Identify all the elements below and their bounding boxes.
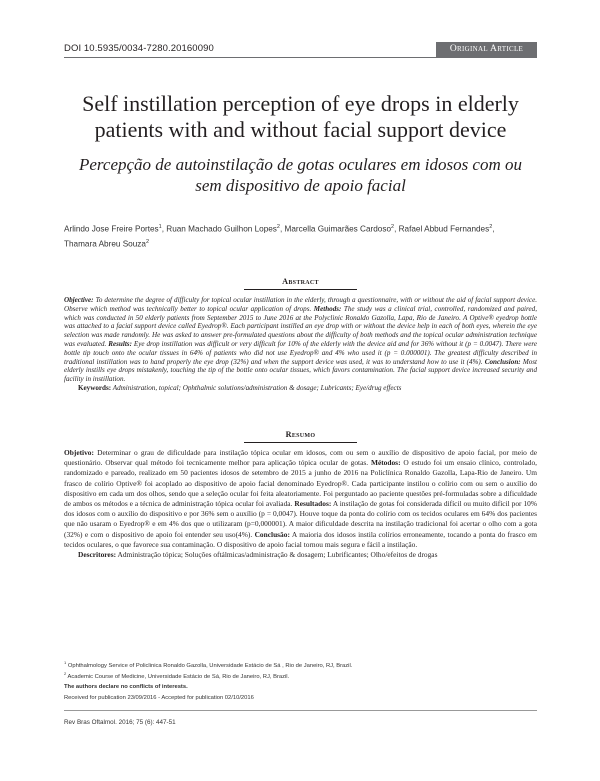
resumo-heading-rule [244,442,357,443]
keywords-label: Keywords: [78,383,112,392]
resumo-conclusao: A maioria dos idosos instila colírios erroneamente, tocando a ponta do frasco em tecidos oculares, o que favorece sua contaminação. O dispositivo de apoio facial tornou mais segura e fácil a instilação. [64,529,537,549]
abstract-results: Eye drop instillation was difficult or very difficult for 10% of the elderly with the device aid and for 36% without it (p = 0.0047). There were bottle tip touch onto the ocular tissues in 64% of patients who did not use Eyedrop® and 4% who used it (p = 0.000001). The greatest difficulty described in traditional instillation was to hand properly the eye drop (32%) and when the support device was used, it was to understand how to use it (4%). [64,339,537,366]
article-title: Self instillation perception of eye drops in elderly patients with and without facial support device [82,91,519,142]
descritores-label: Descritores: [78,550,117,560]
footnote-text: Ophthalmology Service of Policlinica Ronaldo Gazolla, Universidade Estácio de Sá , Rio de Janeiro, RJ, Brazil. [67,662,353,669]
descritores: Administração tópica; Soluções oftálmicas/administração & dosagem; Lubrificantes; Olho/efeitos de drogas [117,550,438,560]
resumo-descritores-line [78,550,437,559]
header-rule [64,57,537,58]
author-affiliation: 2 [276,224,280,230]
author-name: Thamara Abreu Souza [64,239,146,249]
resumo-resultados-label: Resultados: [294,499,332,509]
doi: DOI 10.5935/0034-7280.20160090 [64,43,214,54]
abstract-body [64,296,537,393]
resumo-body [64,448,537,560]
author-affiliation: 2 [145,238,149,245]
footnote-text: Academic Course of Medicine, Universidade Estácio de Sá, Rio de Janeiro, RJ, Brazil. [67,673,290,680]
conflict-statement: The authors declare no conflicts of interests. [64,684,188,690]
resumo-resultados: A instilação de gotas foi considerada difícil ou muito difícil por 10% dos idosos com o auxílio do dispositivo e por 36% sem o auxílio (p = 0,0047). Houve toque da ponta do colírio com os tecidos oculares em 64% dos pacientes que não usaram o Eyedrop® e em 4% dos que o utilizaram (p=0,000001). A maior dificuldade descrita na instilação tradicional foi acertar o olho com a gota (32%) e com o dispositivo de apoio foi entender seu uso(4%). [64,499,537,539]
author-name: Rafael Abbud Fernandes [398,224,490,234]
abstract-methods-label: Methods: [313,304,342,313]
abstract-conclusion-label: Conclusion: [484,357,521,366]
abstract-conclusion: Most elderly instills eye drops mistakenly, touching the tip of the bottle onto ocular tissues, which favors contamination. The facial support device increased security and facility in instillation. [64,357,537,384]
article-subtitle: Percepção de autoinstilação de gotas oculares em idosos com ou sem dispositivo de apoio facial [78,155,523,195]
footnote-number: 2 [64,671,67,676]
resumo-metodos-label: Métodos: [370,458,401,468]
abstract-methods: The study was a clinical trial, controlled, randomized and paired, which was conducted in 50 elderly patients from September 2015 to June 2016 at the Polyclinic Ronaldo Gazolla, Lapa, Rio de Janeiro. A Optive® eyedrop bottle was attached to a facial support device called Eyedrop®. Each participant instilled an eye drop with or without the device help in each of both eyes, wherein the eye selection was made randomly. He was asked to answer pre-formulated questions about the difficulty of both methods and the topical ocular administration technique was evaluated. [64,304,537,348]
abstract-keywords-line [78,384,401,392]
abstract-heading-rule [244,289,357,290]
author-affiliation: 2 [489,224,493,230]
footnote-affiliation-2 [64,669,537,682]
publication-dates: Received for publication 23/09/2016 - Accepted for publication 02/10/2016 [64,695,254,701]
author-affiliation: 2 [391,224,395,230]
author-affiliation: 1 [158,224,162,230]
resumo-metodos: O estudo foi um ensaio clínico, controlado, randomizado e pareado, realizado em 50 pacientes idosos de setembro de 2015 a junho de 2016 na Policlínica Ronaldo Gazolla, Lapa-Rio de Janeiro. Um frasco de colírio Optive® foi acoplado ao dispositivo de apoio facial denominado Eyedrop®. Cada participante instilou o colírio com ou sem o auxílio do dispositivo em cada um dos olhos, sendo que a seleção ocular foi feita aleatoriamente. Foi perguntado ao paciente questões pré-formuladas sobre a dificuldade de ambos os métodos e a técnica de administração tópica ocular foi avaliada. [64,458,537,509]
abstract-objective-label: Objective: [64,296,94,304]
author-name: Arlindo Jose Freire Portes [64,224,159,234]
author-name: Marcella Guimarães Cardoso [284,224,391,234]
section-badge: Original Article [436,42,537,57]
abstract-results-label: Results: [108,339,132,348]
abstract-objective: To determine the degree of difficulty for topical ocular instillation in the elderly, through a questionnaire, with or without the aid of facial support device. Observe which method was technically better to topical ocular application of drops. [64,296,537,313]
footer-rule [64,710,537,711]
resumo-conclusao-label: Conclusão: [254,529,290,539]
resumo-heading: Resumo [285,430,316,439]
keywords: Administration, topical; Ophthalmic solutions/administration & dosage; Lubricants; Eye/drug effects [112,383,402,392]
journal-reference: Rev Bras Oftalmol. 2016; 75 (6): 447-51 [64,719,176,726]
abstract-heading: Abstract [282,277,319,286]
author-name: Ruan Machado Guilhon Lopes [166,224,277,234]
resumo-objetivo-label: Objetivo: [64,448,94,457]
resumo-objetivo: Determinar o grau de dificuldade para instilação tópica ocular em idosos, com ou sem o auxílio de dispositivo de apoio facial, por meio de questionário. Observar qual método foi tecnicamente melhor para aplicação tópica ocular de gotas. [64,448,537,468]
author-list: Arlindo Jose Freire Portes$^1$, Ruan Machado Guilhon Lopes$^2$, Marcella Guimarães Cardoso$^2$, Rafael Abbud Fernandes$^2$, Thamara Abreu Souza$^2$ [64,224,495,249]
footnote-number: 1 [64,660,67,665]
